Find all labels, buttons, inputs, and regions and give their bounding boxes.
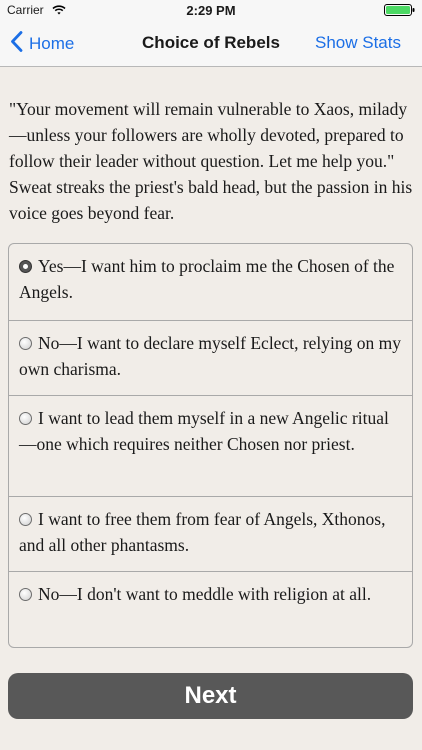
- choice-label: I want to free them from fear of Angels, Xthonos, and all other phantasms.: [19, 509, 386, 555]
- show-stats-button[interactable]: Show Stats: [315, 33, 401, 52]
- choice-option[interactable]: [9, 244, 412, 320]
- choice-label: I want to lead them myself in a new Angelic ritual—one which requires neither Chosen nor priest.: [19, 408, 389, 454]
- home-back-label: Home: [29, 34, 75, 53]
- choice-option[interactable]: [9, 395, 412, 496]
- page-title: Choice of Rebels: [142, 33, 280, 52]
- choice-option[interactable]: [9, 496, 412, 571]
- radio-button[interactable]: [19, 260, 32, 273]
- choice-label: No—I don't want to meddle with religion at all.: [38, 584, 372, 604]
- radio-button[interactable]: [19, 337, 32, 350]
- choice-list: [8, 243, 413, 648]
- carrier-label: Carrier: [7, 3, 44, 17]
- choice-label: Yes—I want him to proclaim me the Chosen of the Angels.: [19, 256, 395, 302]
- next-button[interactable]: Next: [8, 673, 413, 719]
- choice-option[interactable]: [9, 320, 412, 395]
- choice-label: No—I want to declare myself Eclect, relying on my own charisma.: [19, 333, 402, 379]
- radio-button[interactable]: [19, 588, 32, 601]
- battery-icon: [384, 4, 416, 16]
- story-passage: "Your movement will remain vulnerable to Xaos, milady—unless your followers are wholly devoted, prepared to follow their leader without question. Let me help you." Sweat streaks the priest's bald head, but the passion in his voice goes beyond fear.: [9, 99, 413, 223]
- status-time: 2:29 PM: [186, 3, 236, 18]
- navigation-bar: [0, 20, 422, 67]
- chevron-left-icon: [10, 31, 29, 57]
- status-bar: [0, 0, 422, 20]
- choice-option[interactable]: [9, 571, 412, 647]
- home-back-button[interactable]: [10, 31, 74, 57]
- radio-button[interactable]: [19, 513, 32, 526]
- radio-button[interactable]: [19, 412, 32, 425]
